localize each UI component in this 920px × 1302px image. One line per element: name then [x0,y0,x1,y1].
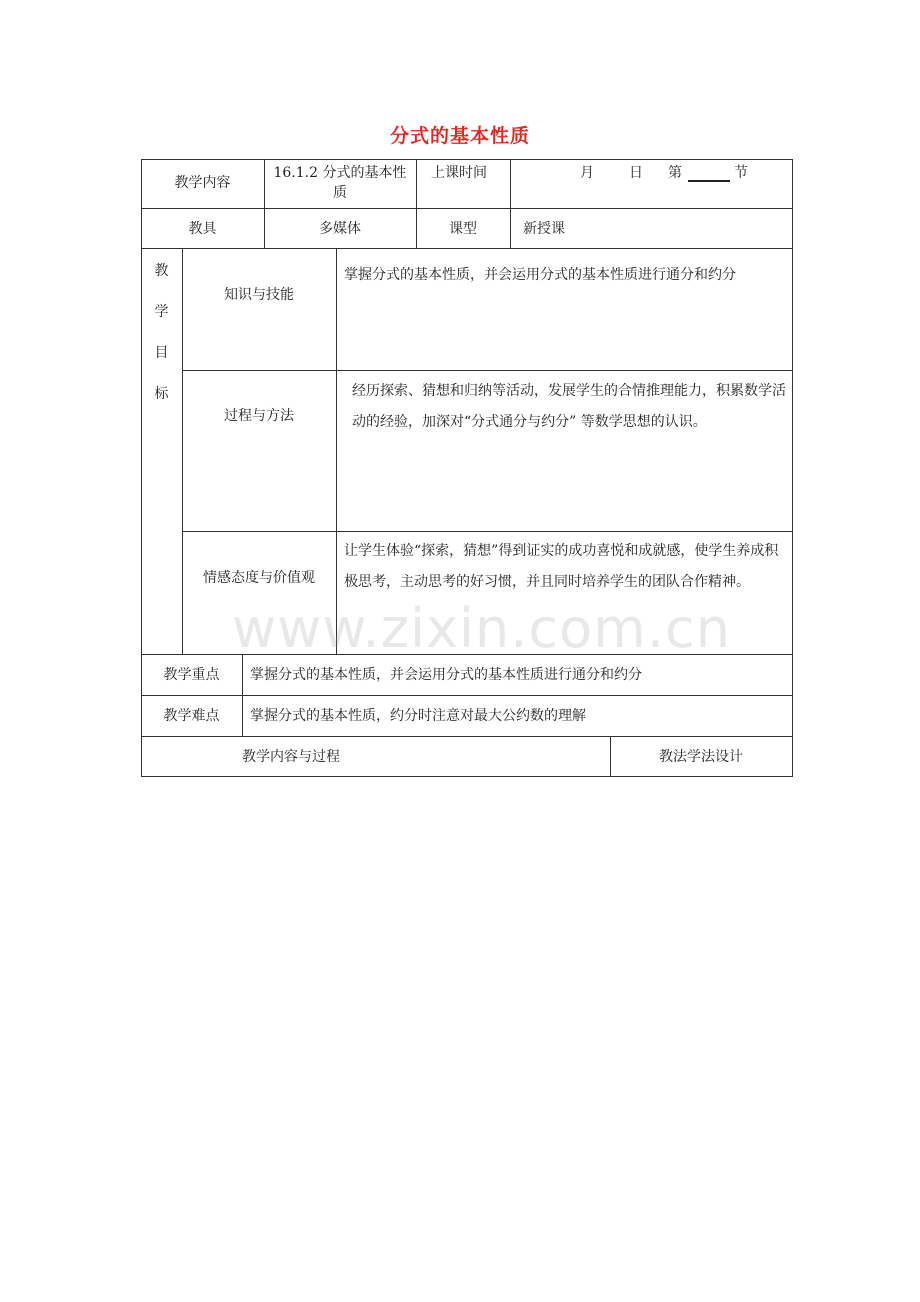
row-divider [141,654,793,655]
col-divider [336,248,337,655]
goal-text-process: 经历探索、猜想和归纳等活动，发展学生的合情推理能力，积累数学活动的经验，加深对“分式通分与约分” 等数学思想的认识。 [352,383,786,430]
goal-label-process: 过程与方法 [224,408,294,424]
key-point-label: 教学重点 [163,667,220,683]
period-blank [688,168,730,182]
table-border-bottom [141,776,793,777]
key-point-text: 掌握分式的基本性质，并会运用分式的基本性质进行通分和约分 [250,667,642,683]
goal-text-knowledge: 掌握分式的基本性质，并会运用分式的基本性质进行通分和约分 [344,267,736,283]
goals-side-char: 标 [154,386,169,402]
content-label: 教学内容 [174,175,231,191]
table-border-top [141,159,793,160]
method-header: 教法学法设计 [659,749,743,765]
goal-text-attitude: 让学生体验“探索，猜想”得到证实的成功喜悦和成就感，使学生养成积极思考，主动思考的好习惯，并且同时培养学生的团队合作精神。 [344,543,779,590]
row-divider [182,531,793,532]
period-prefix: 第 [668,165,682,181]
goals-side-char: 目 [154,345,169,361]
col-divider [182,248,183,655]
row-divider [141,736,793,737]
lesson-type-label: 课型 [449,221,477,237]
content-value: 16.1.2 分式的基本性质 [273,165,407,201]
tools-value: 多媒体 [319,221,361,237]
month-label: 月 [580,165,594,181]
class-time-label: 上课时间 [431,165,487,181]
goal-label-attitude: 情感态度与价值观 [203,570,315,586]
period-suffix: 节 [734,165,748,181]
process-header: 教学内容与过程 [242,749,340,765]
col-divider [242,654,243,737]
lesson-type-value: 新授课 [523,221,565,237]
day-label: 日 [629,165,643,181]
row-divider [182,370,793,371]
goal-label-knowledge: 知识与技能 [224,287,294,303]
difficulty-label: 教学难点 [163,708,220,724]
document-title: 分式的基本性质 [389,125,530,147]
goals-side-char: 教 [154,263,169,279]
row-divider [141,695,793,696]
row-divider [141,208,793,209]
watermark: www.zixin.com.cn [232,597,731,660]
row-divider [141,248,793,249]
goals-side-label [141,261,182,425]
goals-side-char: 学 [154,304,169,320]
tools-label: 教具 [188,221,217,237]
difficulty-text: 掌握分式的基本性质，约分时注意对最大公约数的理解 [250,708,586,724]
table-border-right [792,159,793,777]
